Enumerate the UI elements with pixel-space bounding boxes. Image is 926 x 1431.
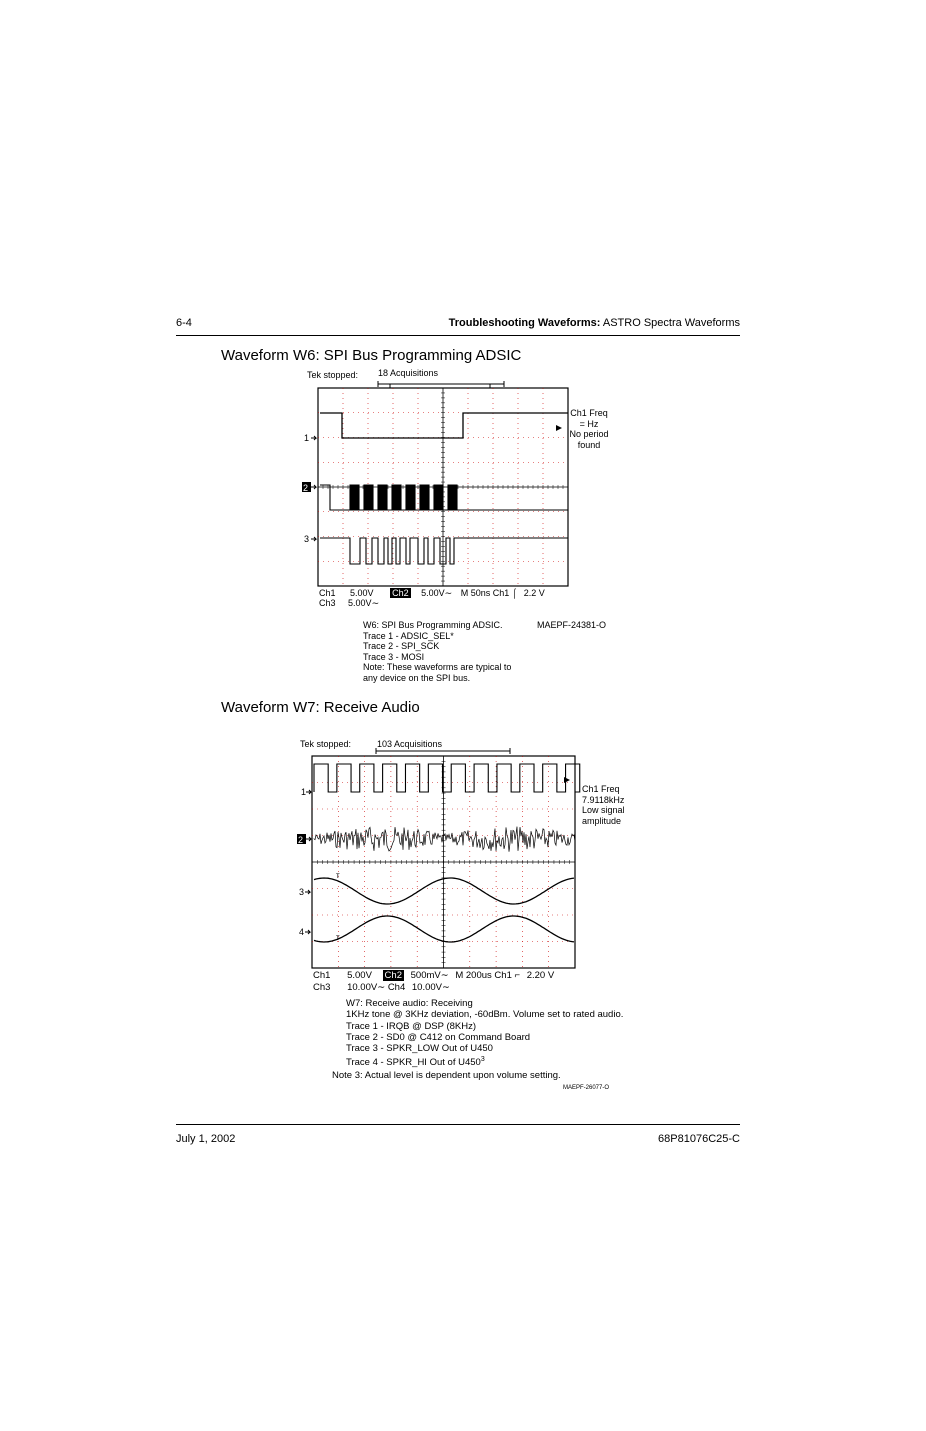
- w6-acq-bracket: [378, 381, 504, 388]
- w7-settings-row2: [313, 982, 450, 993]
- w6-ch2-volts: 5.00V: [421, 588, 445, 598]
- w7-tek-stopped: Tek stopped:: [300, 739, 352, 749]
- w7-freq-line: Ch1 Freq: [582, 784, 620, 794]
- w6-timebase: M 50ns Ch1: [460, 588, 510, 598]
- w6-caption: [363, 620, 511, 683]
- w7-footnote-ref: 3: [480, 1056, 485, 1064]
- w6-ch1-label: Ch1: [319, 588, 336, 598]
- w6-freq-line: Ch1 Freq: [570, 408, 608, 418]
- w7-caption-line: Trace 1 - IRQB @ DSP (8KHz): [346, 1020, 477, 1032]
- w6-ch2-label: Ch2: [392, 588, 409, 598]
- w7-ch2-marker: 2: [298, 835, 304, 845]
- running-header: [449, 317, 740, 329]
- w6-bw-icon: ∼: [444, 588, 453, 598]
- footer-date: July 1, 2002: [176, 1133, 236, 1145]
- w7-timebase: M 200us Ch1: [455, 970, 512, 981]
- w7-bw-icon: ∼: [442, 982, 450, 993]
- running-header-rest: ASTRO Spectra Waveforms: [600, 317, 740, 329]
- w6-freq-line: found: [577, 439, 601, 450]
- w6-rising-edge-icon: ⌠: [511, 588, 518, 598]
- w7-settings-row1: [313, 970, 554, 981]
- w7-freq-line: 7.9118kHz: [582, 794, 625, 805]
- w6-caption-line: W6: SPI Bus Programming ADSIC.: [363, 620, 503, 630]
- w7-ch1-marker: 1: [301, 787, 307, 797]
- w6-figure-id: MAEPF-24381-O: [537, 620, 607, 630]
- w6-settings-row1: [319, 588, 545, 599]
- w7-ch1-label: Ch1: [313, 970, 331, 981]
- w7-ch1-volts: 5.00V: [347, 970, 372, 981]
- w7-ch4-label: Ch4: [387, 982, 406, 993]
- w6-title: Waveform W6: SPI Bus Programming ADSIC: [221, 347, 522, 364]
- w7-ch2-volts: 500mV: [410, 970, 441, 981]
- w6-settings-row2: [319, 598, 379, 609]
- w7-trig-pos-icon: т: [336, 933, 340, 942]
- w7-caption-line: W7: Receive audio: Receiving: [346, 998, 473, 1009]
- w7-acquisitions: 103 Acquisitions: [377, 739, 443, 749]
- w7-ch4-marker: 4: [299, 927, 305, 937]
- w6-freq-readout: [569, 408, 609, 450]
- w7-ch3-marker: 3: [299, 887, 305, 897]
- w6-ch3-label: Ch3: [319, 598, 336, 608]
- w7-ch2-label: Ch2: [384, 970, 402, 981]
- w7-title: Waveform W7: Receive Audio: [221, 699, 420, 716]
- header-rule: [176, 335, 740, 336]
- w6-caption-line: Trace 2 - SPI_SCK: [363, 641, 440, 651]
- w7-trig-pos-icon: т: [336, 871, 340, 880]
- w7-falling-edge-icon: ⌐: [514, 970, 521, 981]
- w6-freq-line: = Hz: [579, 418, 599, 429]
- w7-scope-display: [294, 746, 584, 972]
- footer-rule: [176, 1124, 740, 1125]
- w7-trigger-level: 2.20 V: [526, 970, 555, 981]
- w7-freq-readout: [582, 784, 625, 826]
- w7-caption: [346, 998, 623, 1069]
- w7-ch4-volts: 10.00V: [411, 982, 443, 993]
- w7-note: Note 3: Actual level is dependent upon volume setting.: [332, 1070, 561, 1081]
- w7-freq-line: amplitude: [582, 815, 622, 826]
- w6-tek-stopped: Tek stopped:: [307, 370, 359, 380]
- w7-caption-text: Trace 4 - SPKR_HI Out of U450: [346, 1057, 481, 1069]
- w7-caption-line: Trace 3 - SPKR_LOW Out of U450: [346, 1043, 493, 1055]
- w6-ch1-volts: 5.00V: [350, 588, 374, 598]
- w6-caption-line: any device on the SPI bus.: [363, 672, 471, 683]
- w6-ch2-marker: 2: [303, 483, 309, 493]
- w6-caption-line: Trace 3 - MOSI: [363, 651, 425, 662]
- w6-caption-line: Trace 1 - ADSIC_SEL*: [363, 630, 454, 641]
- w6-acquisitions: 18 Acquisitions: [378, 368, 439, 378]
- w6-trigger-level: 2.2 V: [523, 588, 545, 598]
- w6-ch3-volts: 5.00V: [348, 598, 372, 608]
- w7-ch3-label: Ch3: [313, 982, 331, 993]
- w7-caption-line: [346, 1054, 623, 1068]
- w7-bw-icon: ∼: [440, 970, 449, 981]
- w6-freq-line: No period: [569, 429, 609, 439]
- running-header-bold: Troubleshooting Waveforms:: [448, 317, 601, 329]
- w7-acq-bracket: [376, 748, 510, 754]
- w6-ch1-marker: 1: [304, 433, 310, 443]
- w7-caption-line: Trace 2 - SD0 @ C412 on Command Board: [346, 1031, 531, 1043]
- w6-ch3-marker: 3: [304, 534, 310, 544]
- w7-freq-line: Low signal: [582, 805, 625, 815]
- w6-bw-icon: ∼: [371, 598, 380, 608]
- w7-caption-line: 1KHz tone @ 3KHz deviation, -60dBm. Volume set to rated audio.: [346, 1009, 624, 1021]
- footer-doc-id: 68P81076C25-C: [658, 1133, 740, 1145]
- w6-caption-line: Note: These waveforms are typical to: [363, 662, 512, 672]
- w7-ch3-volts: 10.00V: [347, 982, 378, 993]
- page-number: 6-4: [176, 317, 192, 329]
- w7-bw-icon: ∼: [377, 982, 386, 993]
- w7-figure-id: MAEPF-26077-O: [563, 1085, 610, 1091]
